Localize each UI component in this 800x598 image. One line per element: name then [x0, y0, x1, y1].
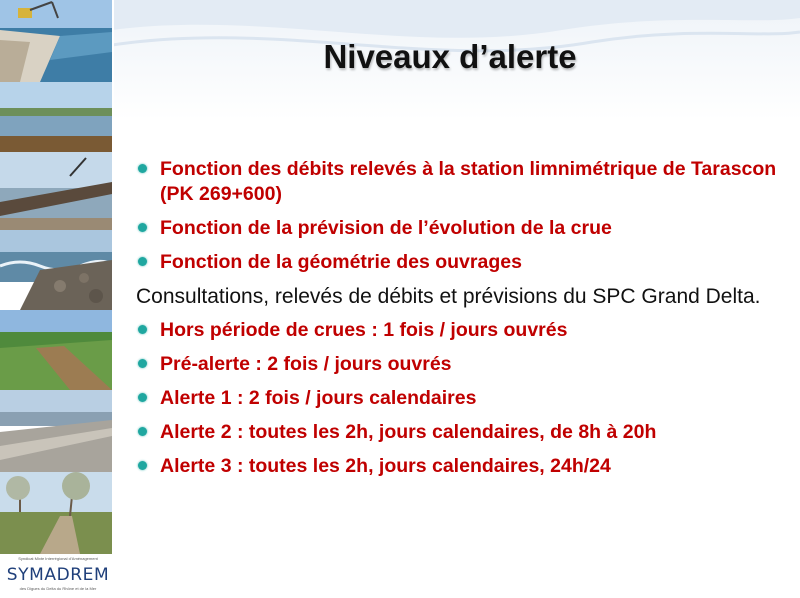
dike-works-photo [0, 0, 112, 82]
riprap-photo [0, 230, 112, 310]
grass-dike-photo [0, 310, 112, 390]
content-list [136, 157, 796, 488]
bullet-item [136, 352, 796, 377]
river-bank-photo [0, 82, 112, 152]
bullet-dot-icon [138, 257, 147, 266]
bullet-item [136, 386, 796, 411]
bullet-text: Alerte 1 : 2 fois / jours calendaires [160, 387, 477, 409]
dredging-pipe-photo [0, 152, 112, 230]
bullet-text: Fonction de la géométrie des ouvrages [160, 251, 522, 273]
bullet-dot-icon [138, 393, 147, 402]
bullet-text: Pré-alerte : 2 fois / jours ouvrés [160, 353, 452, 375]
slide-title: Niveaux d’alerte [323, 38, 577, 75]
trees-path-photo [0, 472, 112, 554]
bullet-dot-icon [138, 461, 147, 470]
bullet-text: Alerte 2 : toutes les 2h, jours calendaires, de 8h à 20h [160, 421, 657, 443]
bullet-text: Hors période de crues : 1 fois / jours ouvrés [160, 319, 568, 341]
bullet-item [136, 420, 796, 445]
bullet-item [136, 157, 796, 207]
logo-name: SYMADREM [6, 565, 110, 585]
logo-tagline-bottom: des Digues du Delta du Rhône et de la Mer [19, 586, 97, 591]
bullet-dot-icon [138, 427, 147, 436]
symadrem-logo [0, 554, 116, 598]
dike-road-photo [0, 390, 112, 472]
consultations-paragraph: Consultations, relevés de débits et prévisions du SPC Grand Delta. [136, 285, 761, 308]
photo-strip [0, 0, 114, 554]
bullet-dot-icon [138, 325, 147, 334]
bullet-item [136, 454, 796, 479]
bullet-dot-icon [138, 359, 147, 368]
bullet-text: Fonction de la prévision de l’évolution de la crue [160, 217, 612, 239]
bullet-text: Alerte 3 : toutes les 2h, jours calendaires, 24h/24 [160, 455, 611, 477]
logo-tagline-top: Syndicat Mixte Interrégional d’Aménagement [18, 556, 98, 561]
bullet-text: Fonction des débits relevés à la station limnimétrique de Tarascon (PK 269+600) [160, 158, 777, 205]
bullet-dot-icon [138, 164, 147, 173]
bullet-item [136, 318, 796, 343]
bullet-item [136, 216, 796, 241]
bullet-dot-icon [138, 223, 147, 232]
bullet-item [136, 250, 796, 275]
